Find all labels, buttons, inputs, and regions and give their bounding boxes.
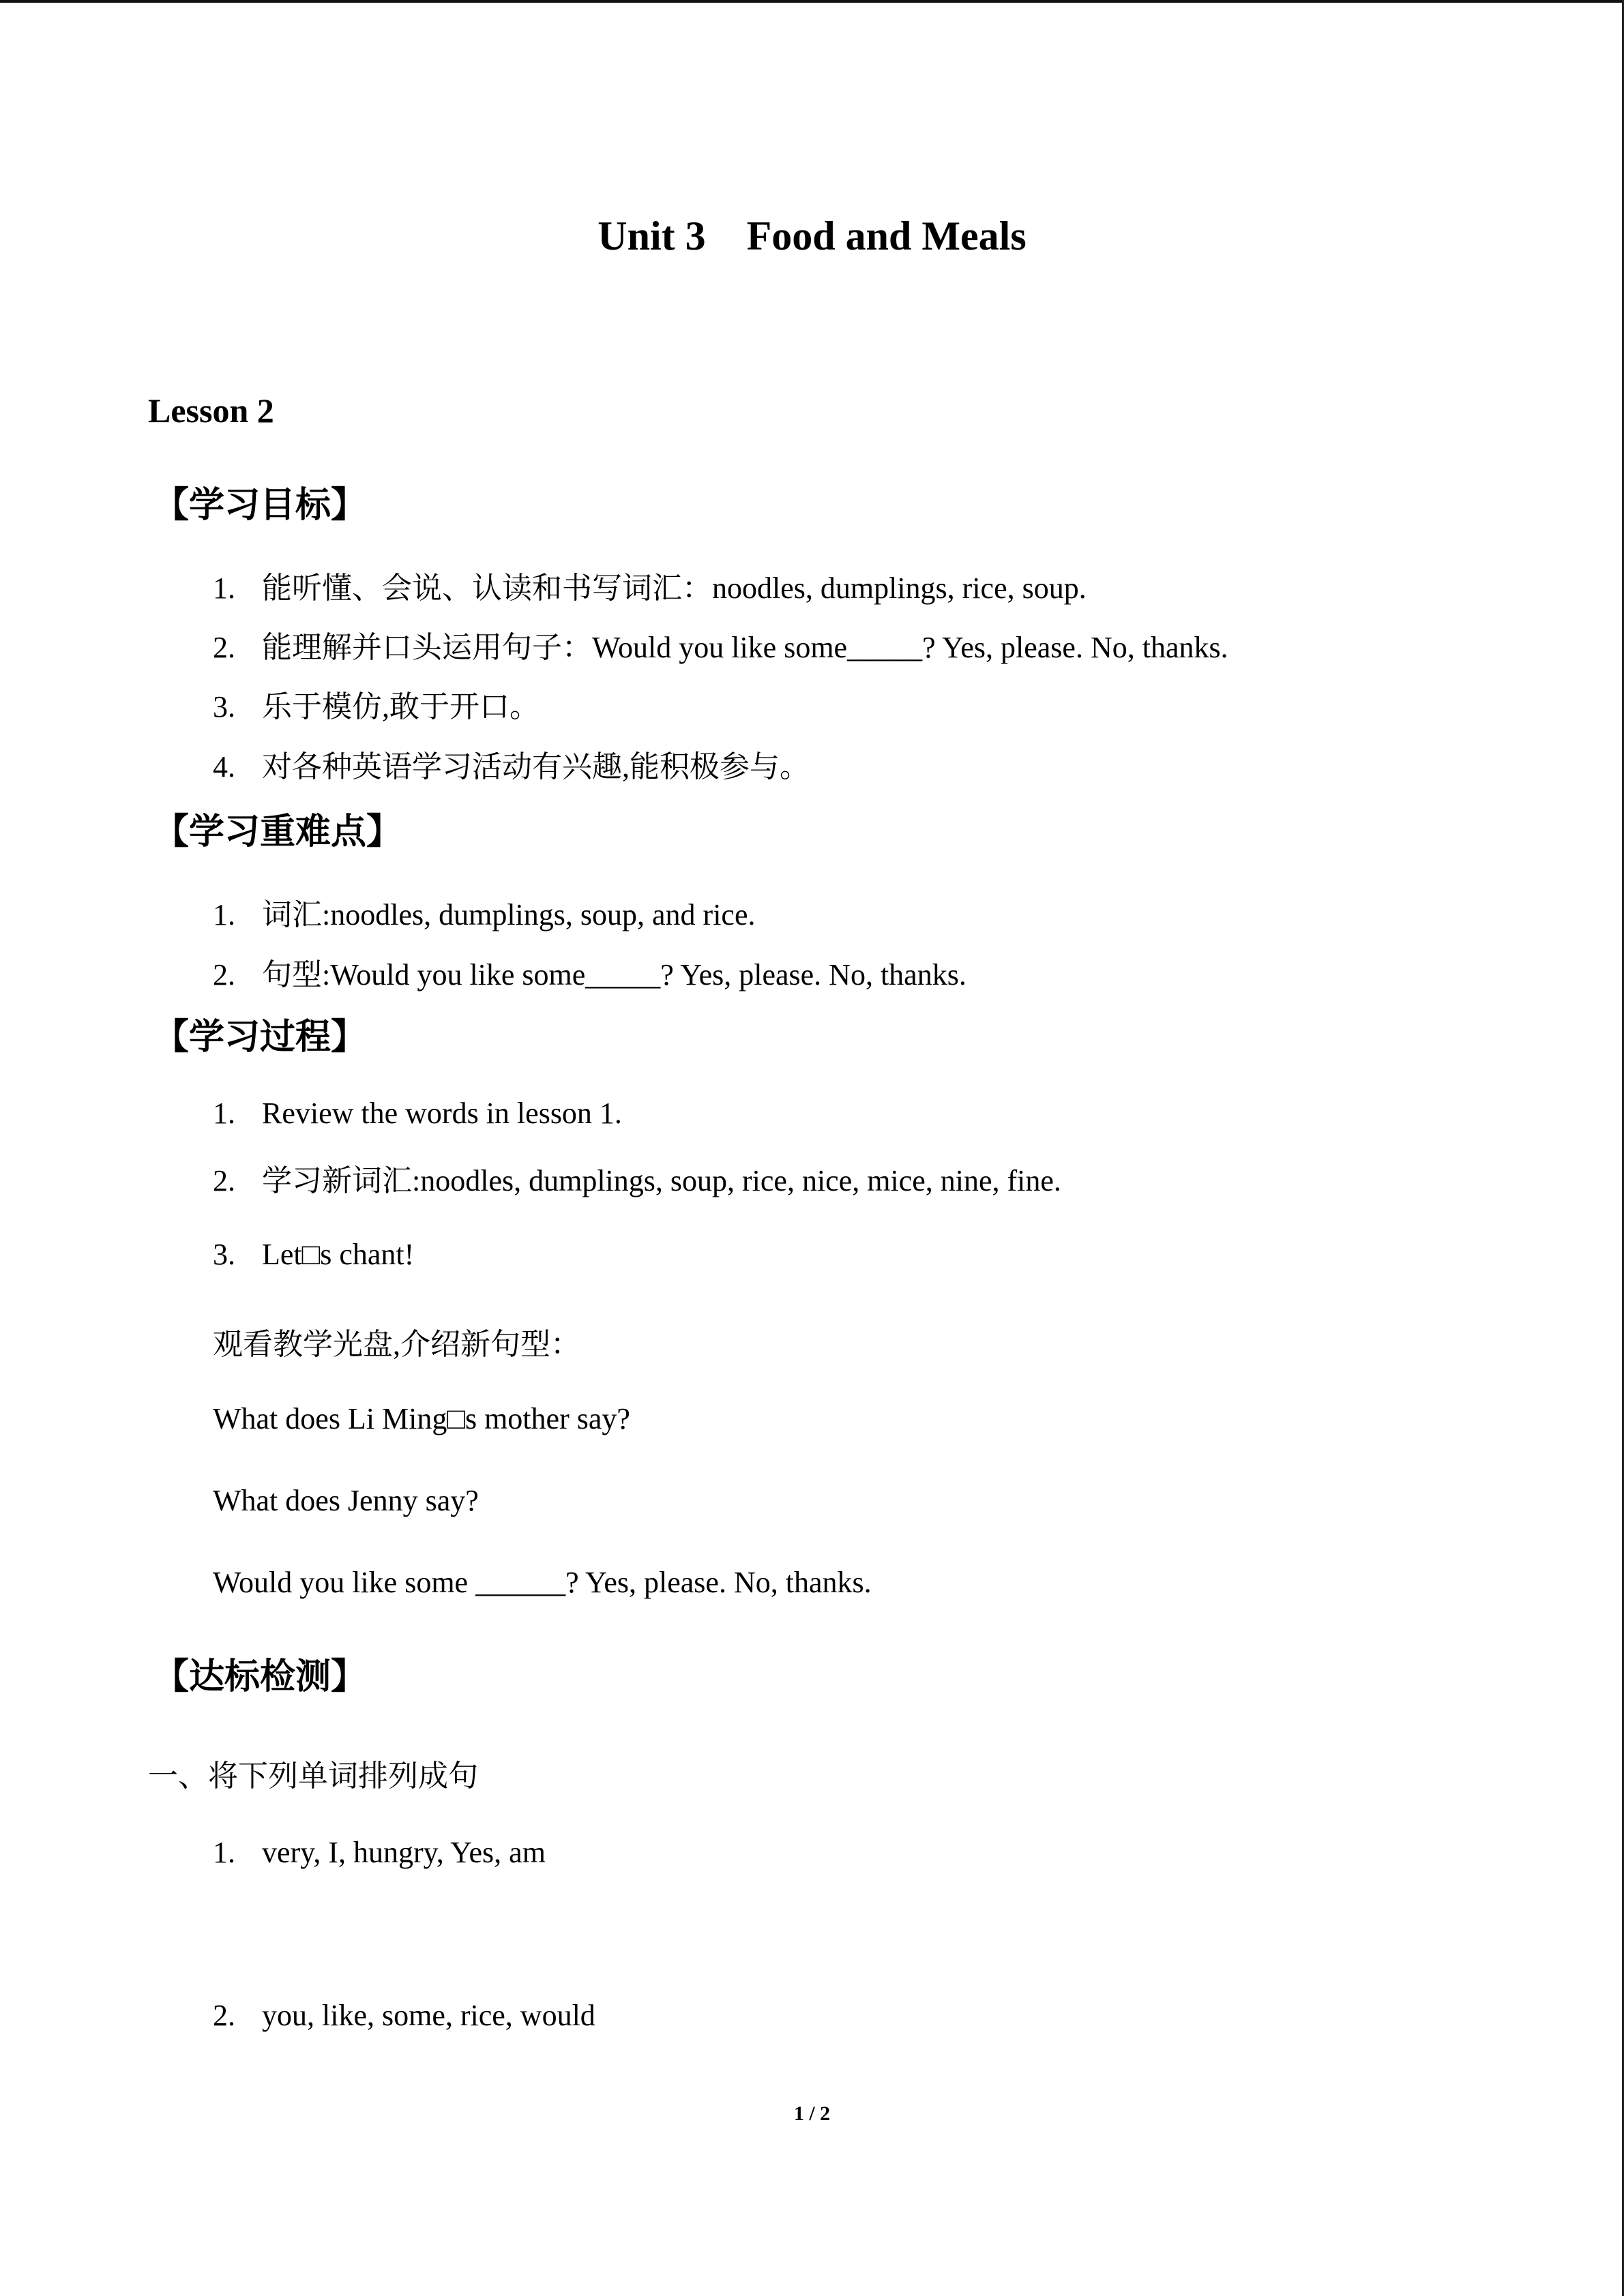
title-topic: Food and Meals: [746, 213, 1027, 258]
objective-item: 4. 对各种英语学习活动有兴趣,能积极参与。: [213, 750, 810, 784]
assessment-heading: 【达标检测】: [153, 1656, 367, 1697]
process-line: 观看教学光盘,介绍新句型：: [213, 1328, 580, 1361]
process-item: 2. 学习新词汇:noodles, dumplings, soup, rice, nice, mice, nine, fine.: [213, 1164, 1061, 1197]
lesson-heading: Lesson 2: [148, 391, 274, 430]
page-number: 1 / 2: [793, 2102, 831, 2125]
objectives-heading: 【学习目标】: [153, 485, 367, 526]
exercise-item: 2. you, like, some, rice, would: [213, 1999, 595, 2032]
process-line: What does Jenny say?: [213, 1484, 479, 1517]
objective-item: 3. 乐于模仿,敢于开口。: [213, 690, 540, 724]
process-heading: 【学习过程】: [153, 1017, 367, 1058]
title-unit: Unit 3: [597, 213, 706, 258]
process-item: 3. Let□s chant!: [213, 1238, 415, 1271]
process-line: What does Li Ming□s mother say?: [213, 1402, 630, 1435]
key-point-item: 1. 词汇:noodles, dumplings, soup, and rice.: [213, 898, 756, 931]
exercise-part-title: 一、将下列单词排列成句: [148, 1759, 478, 1793]
exercise-item: 1. very, I, hungry, Yes, am: [213, 1836, 546, 1869]
key-point-item: 2. 句型:Would you like some_____? Yes, please. No, thanks.: [213, 958, 966, 992]
objective-item: 2. 能理解并口头运用句子：Would you like some_____? Yes, please. No, thanks.: [213, 631, 1228, 664]
process-item: 1. Review the words in lesson 1.: [213, 1097, 622, 1130]
objective-item: 1. 能听懂、会说、认读和书写词汇：noodles, dumplings, rice, soup.: [213, 571, 1087, 605]
document-title: [0, 213, 1624, 260]
process-line: Would you like some ______? Yes, please. No, thanks.: [213, 1566, 872, 1599]
key-points-heading: 【学习重难点】: [153, 811, 402, 852]
